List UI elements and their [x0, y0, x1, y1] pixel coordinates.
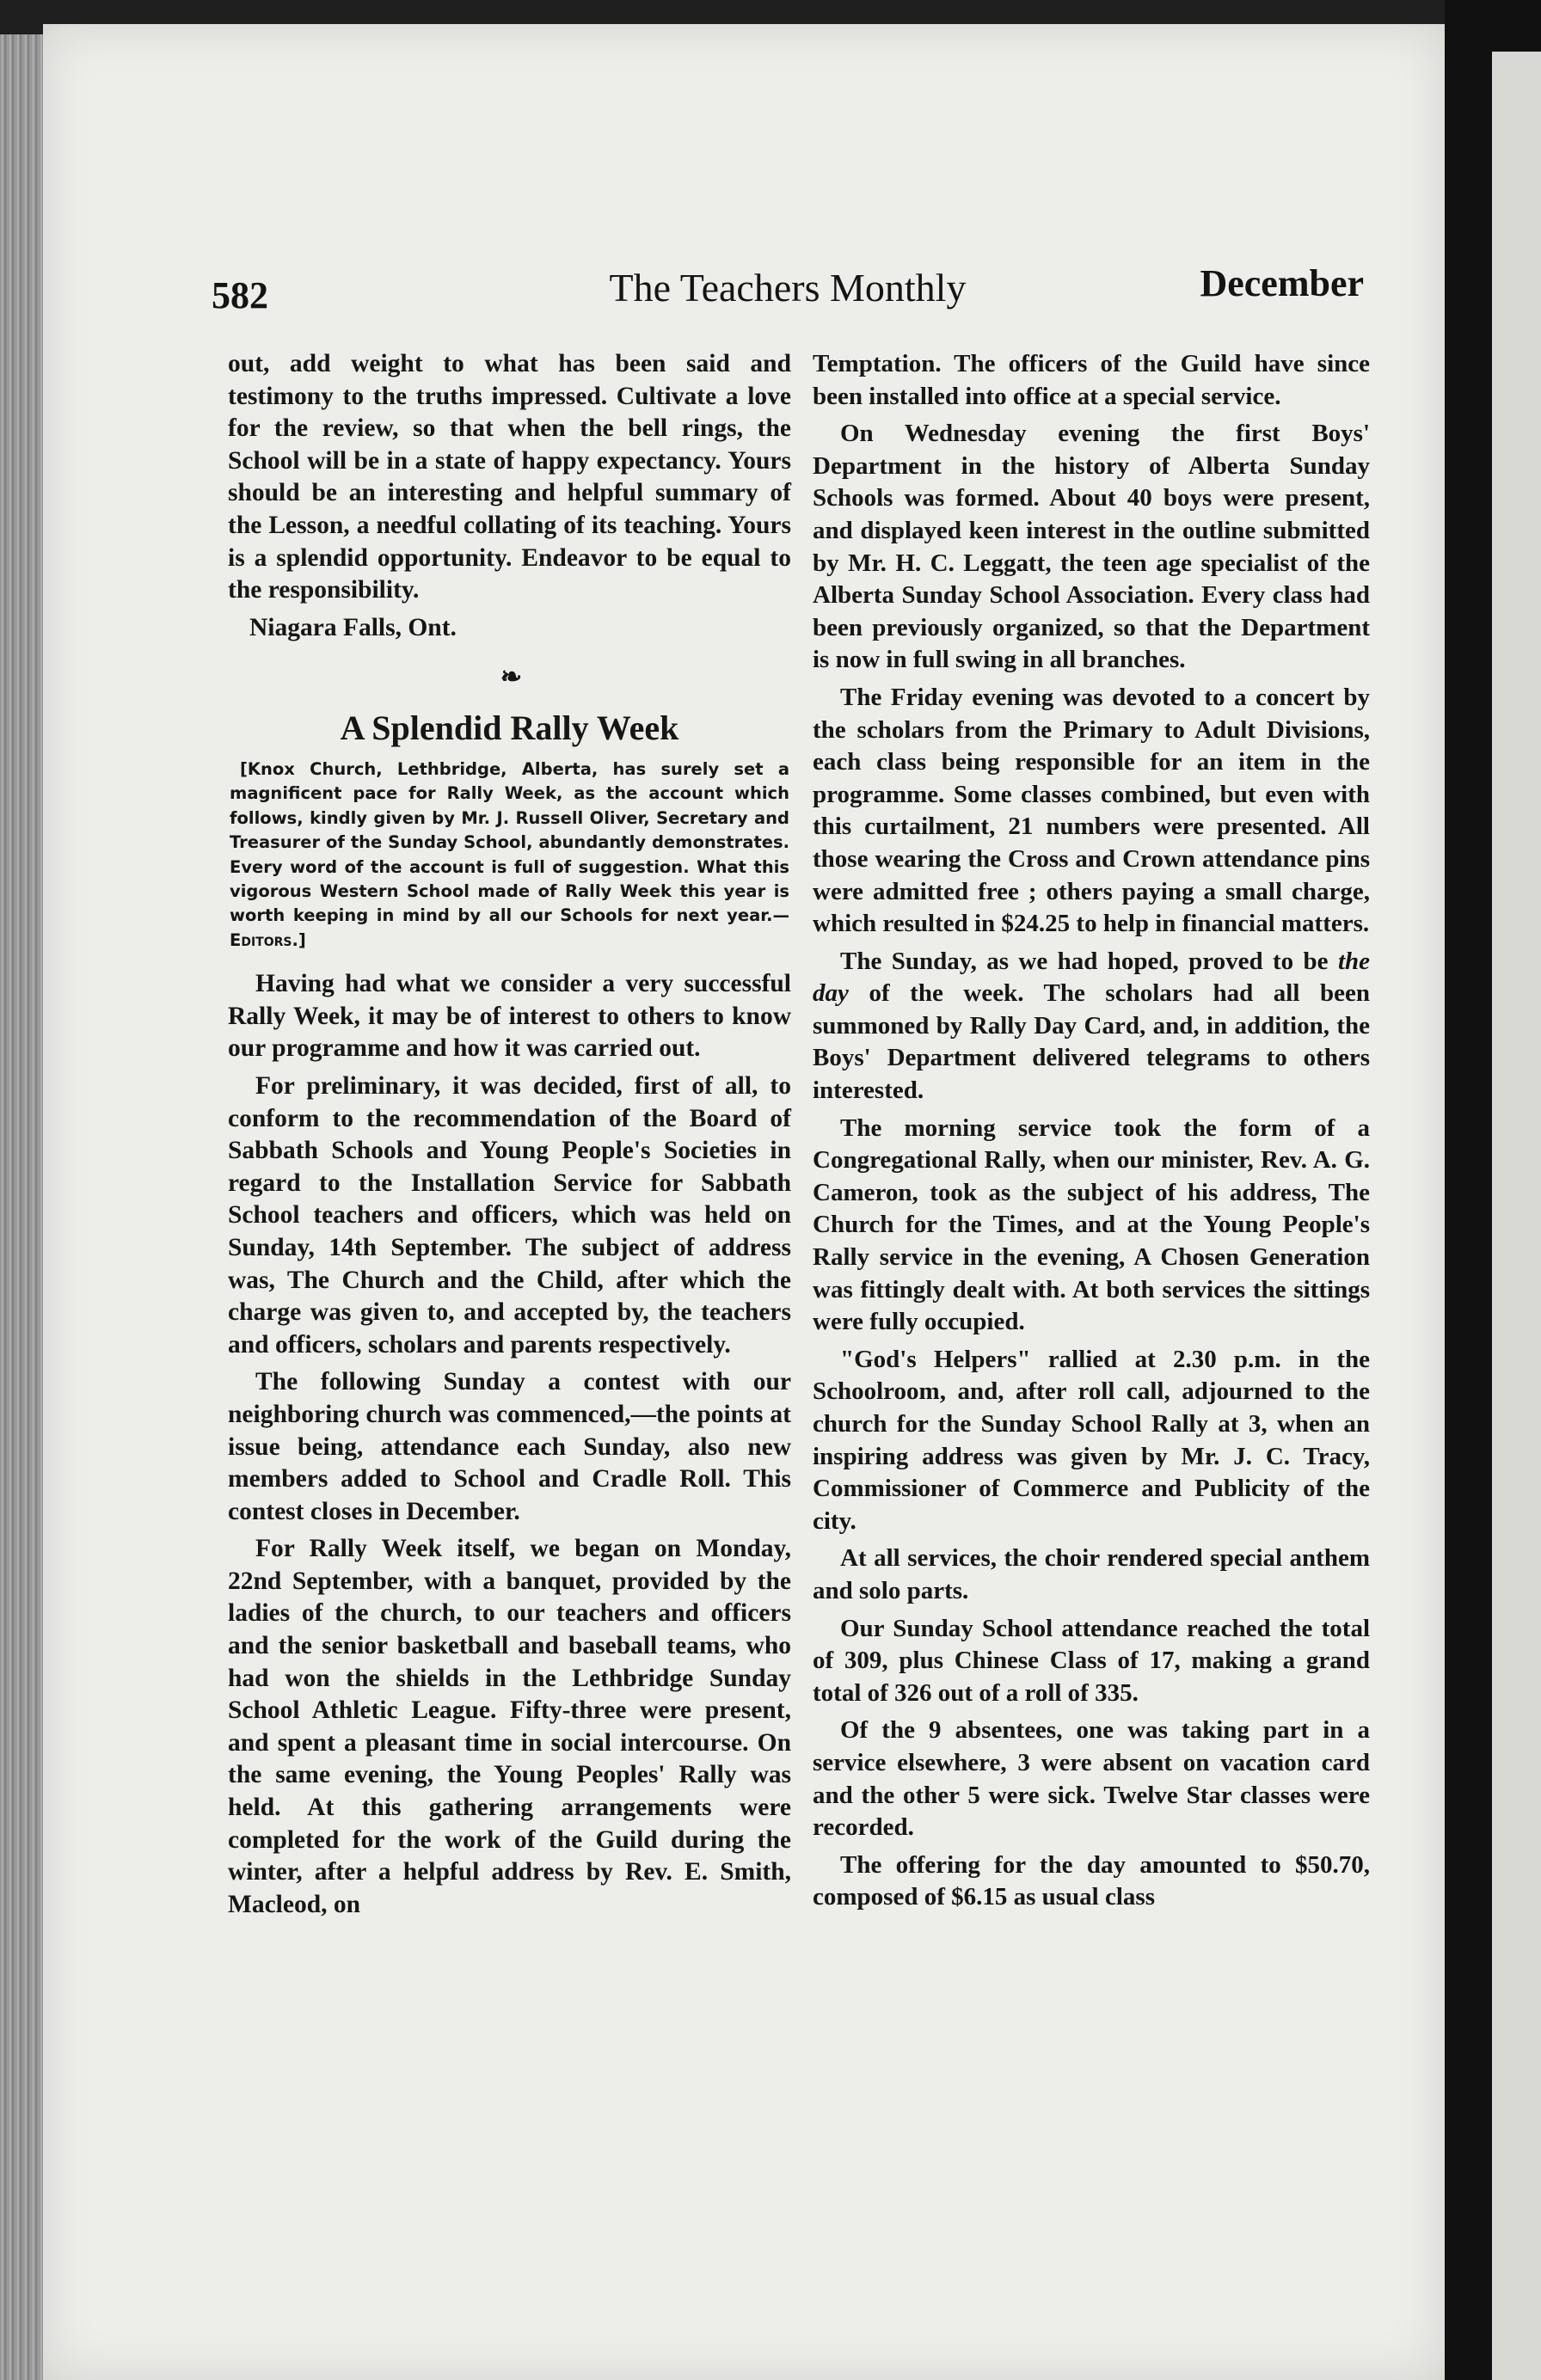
- editors-note: [228, 758, 791, 953]
- journal-title: The Teachers Monthly: [609, 266, 967, 310]
- text-run: of the week. The scholars had all been summoned by Rally Day Card, and, in addition, the Boys' Department delivered telegrams to others interested.: [813, 979, 1370, 1105]
- paragraph: The offering for the day amounted to $50.70, composed of $6.15 as usual class: [813, 1850, 1370, 1911]
- paragraph: Our Sunday School attendance reached the total of 309, plus Chinese Class of 17, making a grand total of 326 out of a roll of 335.: [813, 1614, 1370, 1707]
- paragraph: For preliminary, it was decided, first of all, to conform to the recommendation of the Board of Sabbath Schools and Young People's Societies in regard to the Installation Service for Sabbath School teachers and officers, which was held on Sunday, 14th September. The subject of address was, The Church and the Child, after which the charge was given to, and accepted by, the teachers and officers, scholars and parents respectively.: [228, 1071, 791, 1359]
- paragraph: On Wednesday evening the first Boys' Department in the history of Alberta Sunday Schools was formed. About 40 boys were present, and displayed keen interest in the outline submitted by Mr. H. C. Leggatt, the teen age specialist of the Alberta Sunday School Association. Every class had been previously organized, so that the Department is now in full swing in all branches.: [813, 420, 1370, 674]
- dateline: Niagara Falls, Ont.: [249, 613, 457, 641]
- fleuron-ornament: ❧: [500, 663, 519, 692]
- paragraph: [813, 946, 1370, 1107]
- right-column: [813, 348, 1370, 1919]
- italic-text: the day: [813, 947, 1370, 1008]
- paragraph: Having had what we consider a very successful Rally Week, it may be of interest to others to know our programme and how it was carried out.: [228, 970, 791, 1063]
- running-head: [212, 258, 1364, 327]
- paragraph: At all services, the choir rendered special anthem and solo parts.: [813, 1544, 1370, 1604]
- page-number: 582: [212, 274, 268, 316]
- issue-month: December: [1200, 262, 1364, 304]
- paragraph: For Rally Week itself, we began on Monday, 22nd September, with a banquet, provided by the ladies of the church, to our teachers and officers and the senior basketball and baseball teams, who had won the shields in the Lethbridge Sunday School Athletic League. Fifty-three were present, and spent a pleasant time in social intercourse. On the same evening, the Young Peoples' Rally was held. At this gathering arrangements were completed for the work of the Guild during the winter, after a helpful address by Rev. E. Smith, Macleod, on: [228, 1535, 791, 1918]
- paragraph: The morning service took the form of a Congregational Rally, when our minister, Rev. A. G. Cameron, took as the subject of his address, The Church for the Times, and at the Young People's Rally service in the evening, A Chosen Generation was fittingly dealt with. At both services the sittings were fully occupied.: [813, 1113, 1370, 1336]
- editors-signature: Editors.]: [230, 929, 306, 950]
- editors-note-text: [Knox Church, Lethbridge, Alberta, has surely set a magnificent pace for Rally Week, as the account which follows, kindly given by Mr. J. Russell Oliver, Secretary and Treasurer of the Sunday School, abundantly demonstrates. Every word of the account is full of suggestion. What this vigorous Western School made of Rally Week this year is worth keeping in mind by all our Schools for next year.—: [230, 758, 789, 926]
- article-title: A Splendid Rally Week: [340, 708, 679, 747]
- adjacent-page-edge: [1492, 52, 1541, 2380]
- paragraph: Of the 9 absentees, one was taking part in a service elsewhere, 3 were absent on vacation card and the other 5 were sick. Twelve Star classes were recorded.: [813, 1716, 1370, 1842]
- paragraph: Temptation. The officers of the Guild have since been installed into office at a special service.: [813, 350, 1370, 410]
- left-column: [228, 348, 791, 1926]
- paragraph: The following Sunday a contest with our neighboring church was commenced,—the points at issue being, attendance each Sunday, also new members added to School and Cradle Roll. This contest closes in December.: [228, 1368, 791, 1525]
- paragraph: "God's Helpers" rallied at 2.30 p.m. in the Schoolroom, and, after roll call, adjourned to the church for the Sunday School Rally at 3, when an inspiring address was given by Mr. J. C. Tracy, Commissioner of Commerce and Publicity of the city.: [813, 1345, 1370, 1535]
- paragraph: out, add weight to what has been said and testimony to the truths impressed. Cultivate a love for the review, so that when the bell rings, the School will be in a state of happy expectancy. Yours should be an interesting and helpful summary of the Lesson, a needful collating of its teaching. Yours is a splendid opportunity. Endeavor to be equal to the responsibility.: [228, 350, 791, 604]
- text-run: The Sunday, as we had hoped, proved to be: [840, 947, 1338, 975]
- paragraph: The Friday evening was devoted to a concert by the scholars from the Primary to Adult Divisions, each class being responsible for an item in the programme. Some classes combined, but even with this curtailment, 21 numbers were presented. All those wearing the Cross and Crown attendance pins were admitted free ; others paying a small charge, which resulted in $24.25 to help in financial matters.: [813, 683, 1370, 938]
